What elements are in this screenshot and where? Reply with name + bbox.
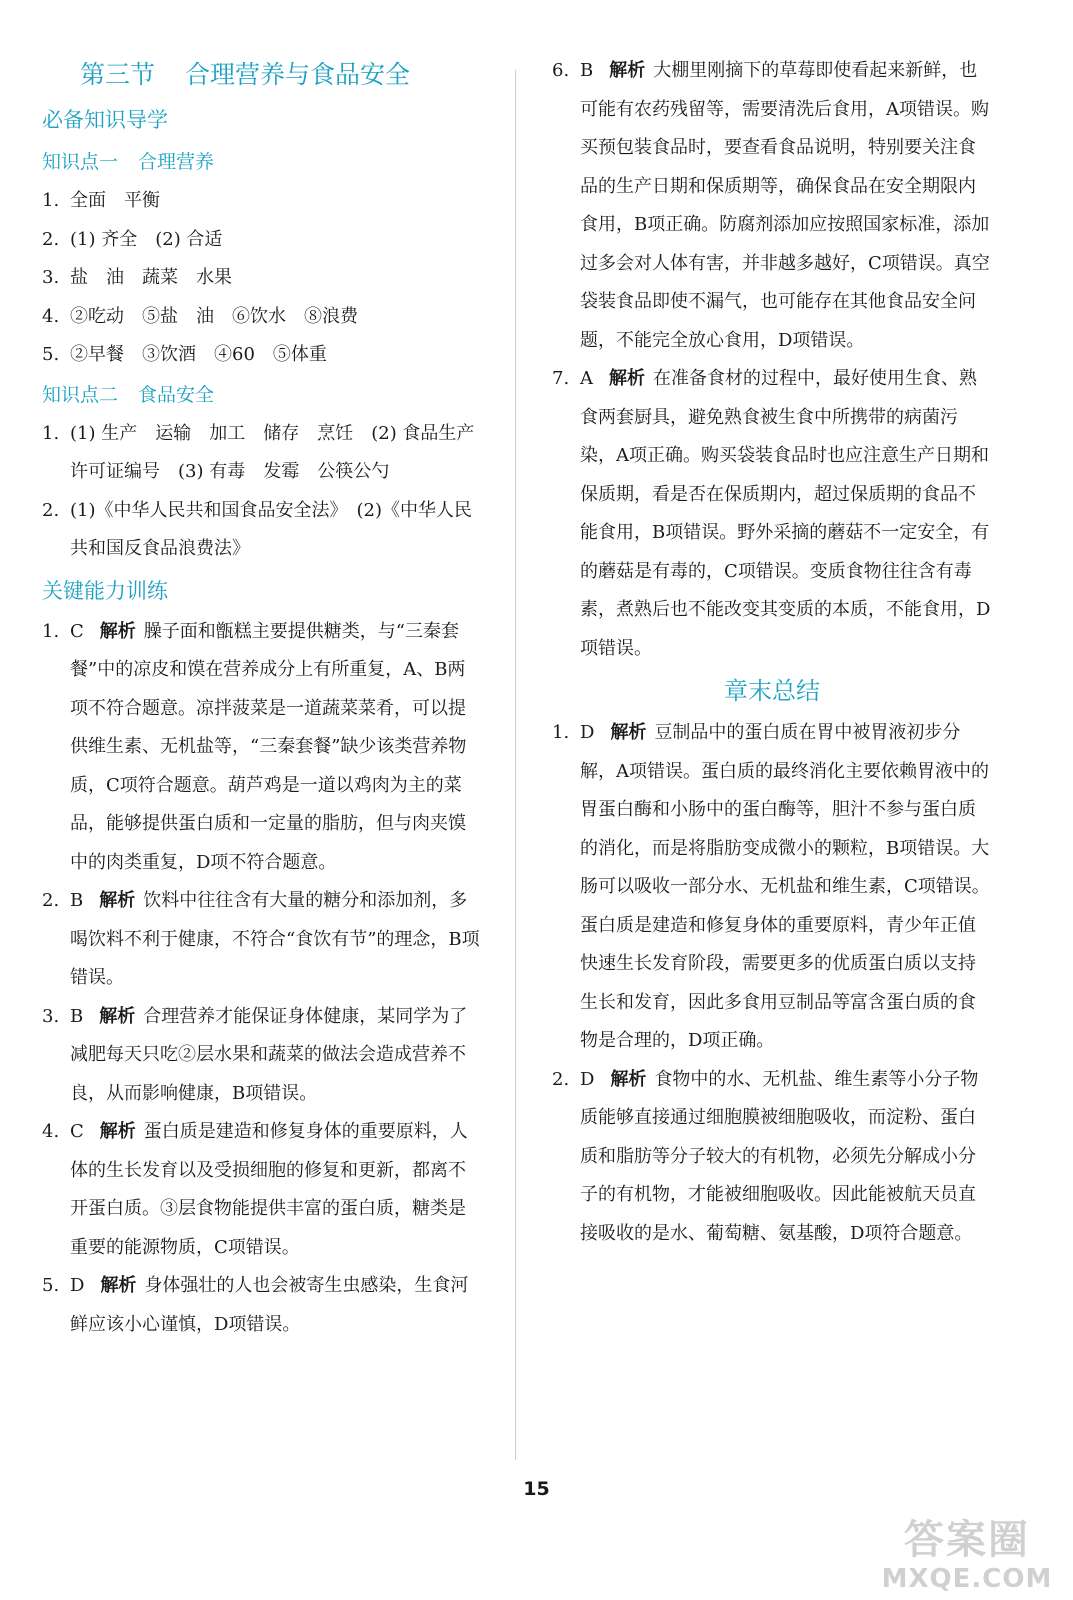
answer-item: 1. C 解析 臊子面和甑糕主要提供糖类，与“三秦套餐”中的凉皮和馍在营养成分上有所重复，A、B两项不符合题意。凉拌菠菜是一道蔬菜菜肴，可以提供维生素、无机盐等，“三秦套餐”缺少该类营养物质，C项符合题意。葫芦鸡是一道以鸡肉为主的菜品，能够提供蛋白质和一定量的脂肪，但与肉夹馍中的肉类重复，D项不符合题意。: [42, 620, 467, 873]
list-item: 4. ②吃动 ⑤盐 油 ⑥饮水 ⑧浪费: [42, 305, 358, 327]
watermark-logo-en: MXQE.COM: [881, 1564, 1053, 1594]
answer-item: 6. B 解析 大棚里刚摘下的草莓即使看起来新鲜，也可能有农药残留等，需要清洗后食用，A项错误。购买预包装食品时，要查看食品说明，特别要关注食品的生产日期和保质期等，确保食品在安全期限内食用，B项正确。防腐剂添加应按照国家标准，添加过多会对人体有害，并非越多越好，C项错误。真空袋装食品即使不漏气，也可能存在其他食品安全问题，不能完全放心食用，D项错误。: [552, 60, 990, 351]
part-heading-knowledge: 必备知识导学: [42, 108, 168, 132]
answer-item: 1. D 解析 豆制品中的蛋白质在胃中被胃液初步分解，A项错误。蛋白质的最终消化主要依赖胃液中的胃蛋白酶和小肠中的蛋白酶等，胆汁不参与蛋白质的消化，而是将脂肪变成微小的颗粒，B项错误。大肠可以吸收一部分水、无机盐和维生素，C项错误。蛋白质是建造和修复身体的重要原料，青少年正值快速生长发育阶段，需要更多的优质蛋白质以支持生长和发育，因此多食用豆制品等富含蛋白质的食物是合理的，D项正确。: [552, 722, 990, 1051]
right-column: [552, 52, 992, 1253]
chapter-summary-title: 章末总结: [724, 677, 820, 705]
answer-item: 5. D 解析 身体强壮的人也会被寄生虫感染，生食河鲜应该小心谨慎，D项错误。: [42, 1275, 469, 1335]
column-divider: [515, 70, 516, 1460]
knowledge-point-1-title: 知识点一 合理营养: [42, 151, 215, 173]
answer-item: 4. C 解析 蛋白质是建造和修复身体的重要原料，人体的生长发育以及受损细胞的修复和更新，都离不开蛋白质。③层食物能提供丰富的蛋白质，糖类是重要的能源物质，C项错误。: [42, 1121, 468, 1258]
watermark-logo-cn: 答案圈: [904, 1517, 1030, 1563]
section-title: 第三节 合理营养与食品安全: [80, 60, 411, 89]
answer-item: 3. B 解析 合理营养才能保证身体健康，某同学为了减肥每天只吃②层水果和蔬菜的做法会造成营养不良，从而影响健康，B项错误。: [42, 1005, 468, 1104]
left-column: [42, 52, 482, 1344]
list-item: 1. (1) 生产 运输 加工 储存 烹饪 (2) 食品生产许可证编号 (3) 有毒 发霉 公筷公勺: [42, 422, 475, 482]
list-item: 1. 全面 平衡: [42, 190, 160, 211]
part-heading-training: 关键能力训练: [42, 578, 168, 603]
knowledge-point-2-title: 知识点二 食品安全: [42, 383, 215, 406]
answer-item: 2. B 解析 饮料中往往含有大量的糖分和添加剂，多喝饮料不利于健康，不符合“食饮有节”的理念，B项错误。: [42, 890, 480, 988]
list-item: 2. (1) 齐全 (2) 合适: [42, 228, 223, 250]
answer-item: 2. D 解析 食物中的水、无机盐、维生素等小分子物质能够直接通过细胞膜被细胞吸收，而淀粉、蛋白质和脂肪等分子较大的有机物，必须先分解成小分子的有机物，才能被细胞吸收。因此能被航天员直接吸收的是水、葡萄糖、氨基酸，D项符合题意。: [552, 1068, 979, 1244]
list-item: 3. 盐 油 蔬菜 水果: [42, 267, 232, 288]
list-item: 2. (1)《中华人民共和国食品安全法》 (2)《中华人民共和国反食品浪费法》: [42, 499, 472, 559]
list-item: 5. ②早餐 ③饮酒 ④60 ⑤体重: [42, 344, 327, 365]
watermark-logo: [867, 1516, 1067, 1596]
page-number: 15: [523, 1478, 550, 1500]
answer-item: 7. A 解析 在准备食材的过程中，最好使用生食、熟食两套厨具，避免熟食被生食中所携带的病菌污染，A项正确。购买袋装食品时也应注意生产日期和保质期，看是否在保质期内，超过保质期的食品不能食用，B项错误。野外采摘的蘑菇不一定安全，有的蘑菇是有毒的，C项错误。变质食物往往含有毒素，煮熟后也不能改变其变质的本质，不能食用，D项错误。: [552, 368, 991, 659]
